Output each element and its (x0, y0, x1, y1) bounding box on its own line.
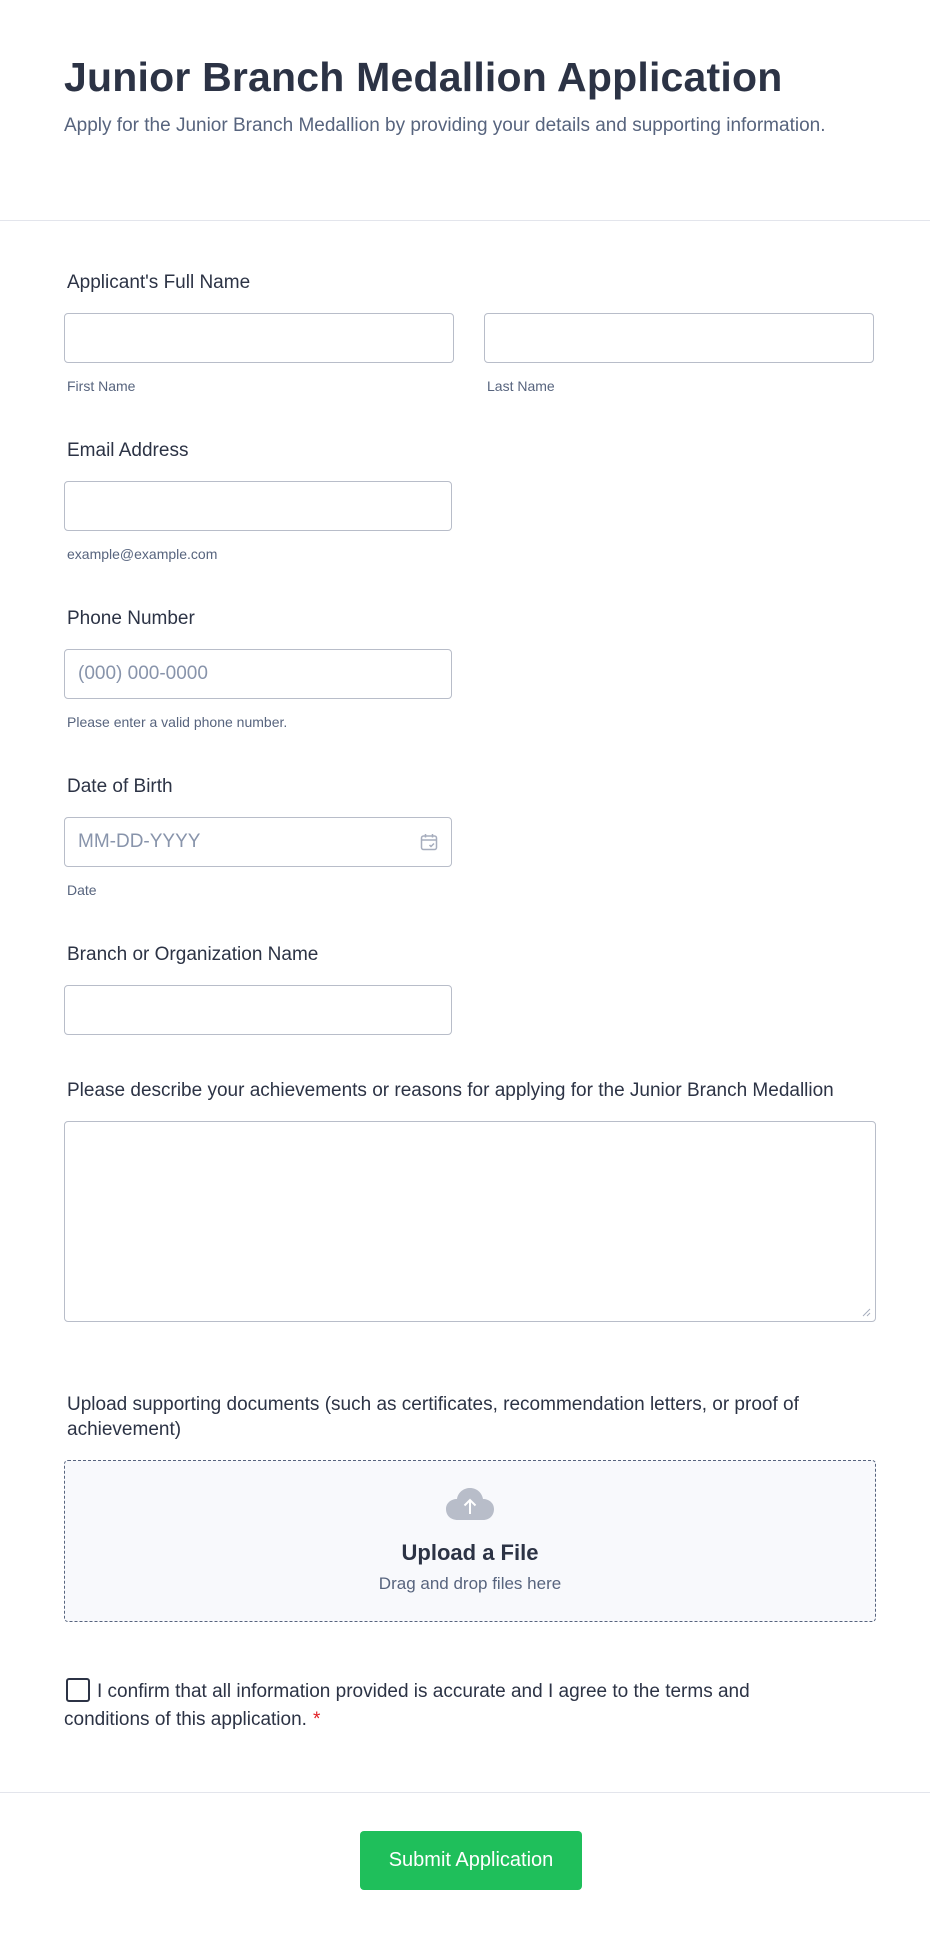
full-name-label: Applicant's Full Name (67, 272, 251, 293)
email-sublabel: example@example.com (67, 546, 218, 562)
phone-sublabel: Please enter a valid phone number. (67, 714, 288, 730)
required-mark: * (312, 1709, 321, 1730)
phone-input[interactable] (64, 649, 452, 699)
phone-field (64, 606, 452, 731)
consent-text: I confirm that all information provided is accurate and I agree to the terms and conditions of this application. (64, 1681, 750, 1730)
form-footer (0, 1792, 930, 1940)
form-header (0, 0, 930, 221)
branch-field (64, 942, 452, 1035)
dob-sublabel: Date (67, 882, 97, 898)
first-name-input[interactable] (64, 313, 454, 363)
upload-field (64, 1392, 884, 1622)
page-title: Junior Branch Medallion Application (64, 54, 783, 100)
dob-field (64, 774, 452, 899)
upload-label: Upload supporting documents (such as certificates, recommendation letters, or proof of achievement) (67, 1394, 799, 1440)
phone-label: Phone Number (67, 608, 195, 629)
branch-label: Branch or Organization Name (67, 944, 319, 965)
email-field (64, 438, 452, 563)
submit-button[interactable]: Submit Application (360, 1831, 582, 1890)
cloud-upload-icon (445, 1487, 495, 1526)
full-name-field (64, 270, 874, 395)
upload-dropzone[interactable] (64, 1460, 876, 1622)
last-name-input[interactable] (484, 313, 874, 363)
branch-input[interactable] (64, 985, 452, 1035)
last-name-sublabel: Last Name (487, 378, 555, 394)
email-input[interactable] (64, 481, 452, 531)
achievements-label: Please describe your achievements or reasons for applying for the Junior Branch Medallion (67, 1080, 834, 1101)
email-label: Email Address (67, 440, 189, 461)
calendar-icon[interactable] (419, 832, 439, 852)
achievements-textarea[interactable] (64, 1121, 876, 1322)
dob-input[interactable] (64, 817, 452, 867)
page-subtitle: Apply for the Junior Branch Medallion by providing your details and supporting information. (64, 115, 826, 136)
consent-checkbox[interactable] (66, 1678, 90, 1702)
dob-label: Date of Birth (67, 776, 173, 797)
achievements-field (64, 1078, 884, 1322)
upload-title: Upload a File (401, 1540, 539, 1565)
first-name-sublabel: First Name (67, 378, 136, 394)
consent-field (64, 1678, 764, 1734)
resize-grip-icon[interactable] (861, 1307, 871, 1317)
upload-subtitle: Drag and drop files here (378, 1574, 562, 1593)
